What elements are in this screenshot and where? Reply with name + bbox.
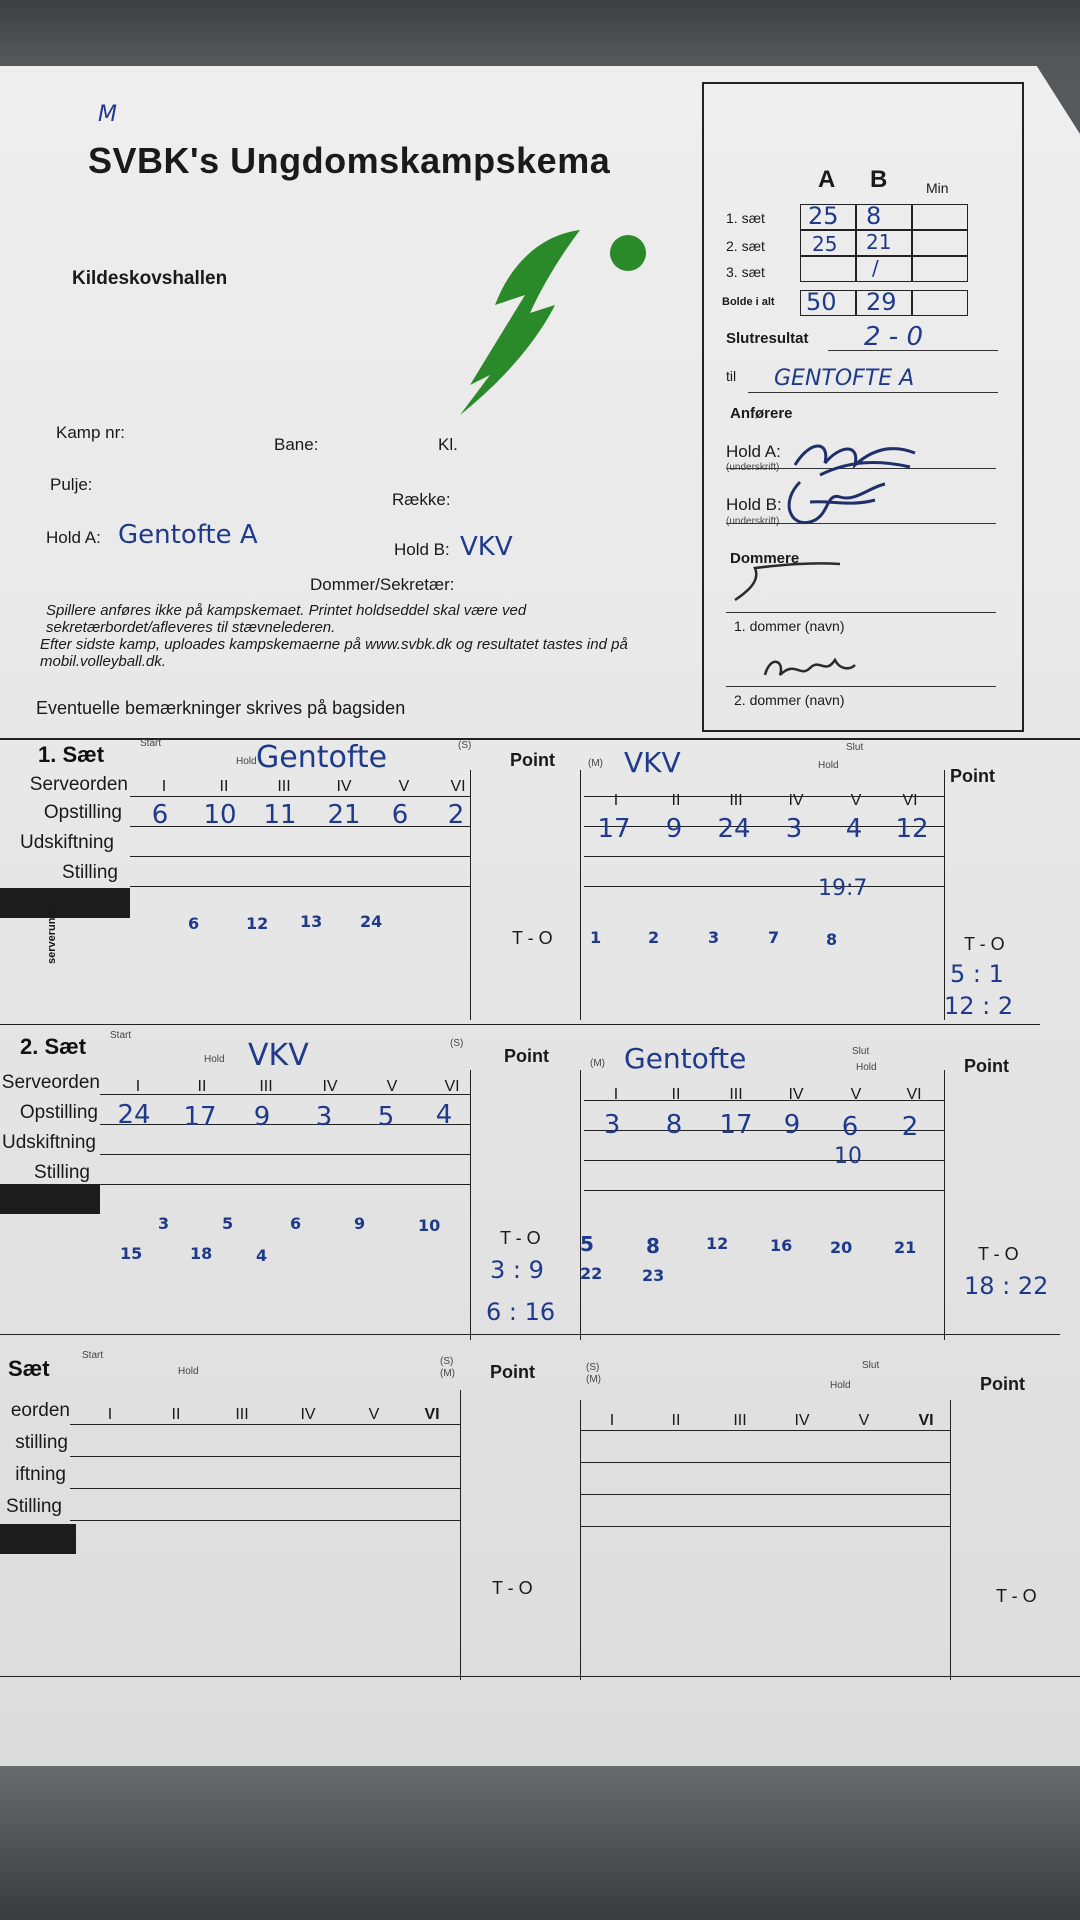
slut-label: Slut [852, 1046, 870, 1057]
lineup-value: 3 [603, 1110, 621, 1140]
referee1-line[interactable] [726, 612, 996, 613]
timeout-label: T - O [964, 934, 1005, 954]
hold-label: Hold [830, 1380, 851, 1391]
captain-b-sign-hint: (underskrift) [726, 516, 780, 527]
rotation-header: IV [336, 778, 352, 795]
lineup-value: 21 [327, 800, 361, 830]
right-team-name: Gentofte [624, 1042, 747, 1075]
m-label: (M) [440, 1368, 455, 1379]
rotation-score: 3 [708, 928, 720, 947]
rotation-score: 20 [830, 1238, 853, 1257]
til-line [748, 392, 998, 393]
rotation-header: V [368, 1406, 380, 1423]
total-min-cell[interactable] [912, 290, 968, 316]
kl-label: Kl. [438, 435, 458, 454]
rotation-header: I [613, 1086, 619, 1103]
rotation-header: II [671, 1086, 681, 1103]
set-title: Sæt [8, 1356, 50, 1381]
anforere-label: Anførere [730, 405, 793, 422]
corner-mark: M [98, 102, 117, 127]
timeout-label: T - O [978, 1244, 1019, 1264]
lineup-value: 9 [665, 814, 683, 844]
rotation-score: 24 [360, 912, 383, 931]
rotation-score: 22 [580, 1264, 603, 1283]
m-label: (M) [590, 1058, 605, 1069]
s-label: (S) [586, 1362, 600, 1373]
rotation-score: 13 [300, 912, 323, 931]
rotation-header: III [277, 778, 291, 795]
rotation-header: VI [424, 1406, 440, 1423]
set3-a-cell[interactable] [800, 256, 856, 282]
referee2-line[interactable] [726, 686, 996, 687]
set1-min-cell[interactable] [912, 204, 968, 230]
rotation-header: IV [794, 1412, 810, 1429]
stilling-label: Stilling [6, 1496, 62, 1517]
hold-label: Hold [236, 756, 257, 767]
udskiftning-label: iftning [15, 1464, 66, 1485]
rotation-header: V [850, 792, 862, 809]
rotation-header: II [197, 1078, 207, 1095]
s-label: (S) [450, 1038, 464, 1049]
right-team-name: VKV [624, 746, 681, 779]
til-value: GENTOFTE A [774, 366, 915, 391]
set2-min-cell[interactable] [912, 230, 968, 256]
set3-min-cell[interactable] [912, 256, 968, 282]
rotation-header: I [135, 1078, 141, 1095]
rotation-header: I [609, 1412, 615, 1429]
rotation-score: 5 [580, 1232, 594, 1256]
slut-label: Slut [846, 742, 864, 753]
rotation-header: VI [444, 1078, 460, 1095]
captain-a-sign-hint: (underskrift) [726, 462, 780, 473]
timeout-label: T - O [512, 928, 553, 948]
rotation-score: 12 [246, 914, 269, 933]
rotation-header: III [729, 792, 743, 809]
timeout-score: 6 : 16 [486, 1298, 556, 1326]
rotation-score: 6 [290, 1214, 302, 1233]
timeout-score: 18 : 22 [964, 1272, 1049, 1300]
rotation-score: 5 [222, 1214, 234, 1233]
rotation-header: III [729, 1086, 743, 1103]
opstilling-label: Opstilling [19, 1102, 98, 1123]
rotation-score: 10 [418, 1216, 441, 1235]
remarks-note: Eventuelle bemærkninger skrives på bagsiden [36, 698, 406, 718]
rotation-header: IV [788, 792, 804, 809]
serveorden-label: eorden [10, 1400, 70, 1421]
opstilling-label: Opstilling [43, 802, 122, 823]
rotation-header: IV [300, 1406, 316, 1423]
rotation-score: 7 [768, 928, 780, 947]
stilling-label: Stilling [62, 862, 118, 883]
referee2-signature-icon [760, 650, 860, 685]
lineup-value: 24 [117, 1100, 151, 1130]
svbk-logo-icon [450, 225, 660, 415]
lineup-value: 10 [203, 800, 237, 830]
captain-b-signature-icon [780, 472, 890, 532]
m-label: (M) [588, 758, 603, 769]
set3-b-cell[interactable] [856, 256, 912, 282]
set1-b-cell[interactable] [856, 204, 912, 230]
dommer-sekretaer-label: Dommer/Sekretær: [310, 575, 455, 594]
udskiftning-label: Udskiftning [20, 832, 114, 853]
slut-label: Slut [862, 1360, 880, 1371]
point-title: Point [504, 1046, 549, 1066]
rotation-score: 4 [256, 1246, 268, 1265]
rotation-score: 1 [590, 928, 602, 947]
hold-b-value: VKV [460, 532, 513, 562]
timeout-label: T - O [996, 1586, 1037, 1606]
pulje-label: Pulje: [50, 475, 93, 494]
point-title: Point [490, 1362, 535, 1382]
s-label: (S) [458, 740, 472, 751]
rotation-score: 2 [648, 928, 660, 947]
rotation-score: 9 [354, 1214, 366, 1233]
lineup-value: 12 [895, 814, 929, 844]
result-row-label: 1. sæt [726, 210, 765, 226]
s-label: (S) [440, 1356, 454, 1367]
rotation-header: II [671, 1412, 681, 1429]
page-title: SVBK's Ungdomskampskema [88, 140, 611, 181]
instructions-note-1: Spillere anføres ikke på kampskemaet. Printet holdseddel skal være ved sekretærbordet/afleveres til stævnelederen. [46, 602, 527, 636]
hold-a-label: Hold A: [46, 528, 101, 547]
rotation-header: IV [322, 1078, 338, 1095]
point-title: Point [964, 1056, 1009, 1076]
result-row-label: 2. sæt [726, 238, 765, 254]
rotation-score: 6 [188, 914, 200, 933]
rotation-score: 23 [642, 1266, 665, 1285]
referee1-label: 1. dommer (navn) [734, 618, 845, 634]
hold-label: Hold [856, 1062, 877, 1073]
hold-b-label: Hold B: [394, 540, 450, 559]
rotation-score: 12 [706, 1234, 729, 1253]
result-col-b: B [870, 166, 888, 193]
result-col-a: A [818, 166, 836, 193]
lineup-value: 17 [719, 1110, 753, 1140]
start-label: Start [82, 1350, 104, 1361]
set-1-section [0, 738, 1080, 1028]
left-team-name: VKV [248, 1038, 309, 1073]
rotation-score: 18 [190, 1244, 213, 1263]
hold-label: Hold [204, 1054, 225, 1065]
rotation-header: II [219, 778, 229, 795]
timeout-label: T - O [500, 1228, 541, 1248]
rotation-score: 3 [158, 1214, 170, 1233]
timeout-label: T - O [492, 1578, 533, 1598]
total-a-value: 50 [806, 288, 837, 316]
rotation-header: V [398, 778, 410, 795]
rotation-header: III [733, 1412, 747, 1429]
lineup-value: 24 [717, 814, 751, 844]
rotation-header: II [671, 792, 681, 809]
rotation-score: 21 [894, 1238, 917, 1257]
lineup-value: 5 [377, 1102, 395, 1132]
venue: Kildeskovshallen [72, 268, 228, 289]
set-3-section [0, 1340, 1080, 1680]
bane-label: Bane: [274, 435, 319, 454]
lineup-value: 6 [391, 800, 409, 830]
slutresultat-value: 2 - 0 [864, 322, 923, 352]
start-label: Start [110, 1030, 132, 1041]
point-title: Point [950, 766, 995, 786]
rotation-header: III [235, 1406, 249, 1423]
rotation-header: I [107, 1406, 113, 1423]
set2-b-value: 21 [866, 230, 892, 254]
lineup-value: 3 [315, 1102, 333, 1132]
rotation-header: V [386, 1078, 398, 1095]
serveorden-label: Serveorden [29, 774, 128, 795]
set2-a-value: 25 [812, 232, 838, 256]
lineup-value: 2 [447, 800, 465, 830]
lineup-value: 17 [183, 1102, 217, 1132]
left-team-name: Gentofte [256, 740, 388, 775]
rotation-header: VI [906, 1086, 922, 1103]
rotation-header: VI [450, 778, 466, 795]
lineup-value: 4 [435, 1100, 453, 1130]
rotation-score: 8 [826, 930, 838, 949]
rotation-header: IV [788, 1086, 804, 1103]
lineup-value: 4 [845, 814, 863, 844]
serverunde-label: serverunde [46, 904, 58, 964]
lineup-value: 3 [785, 814, 803, 844]
stilling-label: Stilling [34, 1162, 90, 1183]
raekke-label: Række: [392, 490, 451, 509]
hold-label: Hold [178, 1366, 199, 1377]
result-row-label: Bolde i alt [722, 296, 775, 308]
set-title: 1. Sæt [38, 742, 105, 767]
timeout-score: 3 : 9 [490, 1256, 544, 1284]
rotation-header: I [613, 792, 619, 809]
hold-a-value: Gentofte A [118, 520, 258, 550]
rotation-header: V [858, 1412, 870, 1429]
rotation-header: VI [918, 1412, 934, 1429]
lineup-value: 17 [597, 814, 631, 844]
captain-a-label: Hold A: [726, 442, 781, 461]
rotation-header: I [161, 778, 167, 795]
slutresultat-label: Slutresultat [726, 330, 809, 347]
dommere-label: Dommere [730, 550, 800, 567]
udskiftning-label: Udskiftning [2, 1132, 96, 1153]
result-col-min: Min [926, 180, 949, 196]
timeout-score: 12 : 2 [944, 992, 1014, 1020]
point-title: Point [980, 1374, 1025, 1394]
point-title: Point [510, 750, 555, 770]
captain-b-label: Hold B: [726, 495, 782, 514]
set3-b-value: / [872, 256, 879, 280]
substitution-value: 10 [834, 1144, 862, 1169]
referee2-label: 2. dommer (navn) [734, 692, 845, 708]
rotation-score: 8 [646, 1234, 660, 1258]
start-label: Start [140, 738, 162, 749]
lineup-value: 9 [783, 1110, 801, 1140]
referee1-signature-icon [730, 560, 850, 610]
stilling-note: 19:7 [818, 876, 868, 901]
lineup-value: 9 [253, 1102, 271, 1132]
rotation-score: 15 [120, 1244, 143, 1263]
kamp-nr-label: Kamp nr: [56, 423, 125, 442]
set-2-section [0, 1028, 1080, 1340]
hold-label: Hold [818, 760, 839, 771]
m-label: (M) [586, 1374, 601, 1385]
rotation-header: II [171, 1406, 181, 1423]
rotation-header: III [259, 1078, 273, 1095]
lineup-value: 2 [901, 1112, 919, 1142]
set1-b-value: 8 [866, 202, 882, 230]
result-row-label: 3. sæt [726, 264, 765, 280]
rotation-header: VI [902, 792, 918, 809]
til-label: til [726, 368, 737, 384]
total-b-value: 29 [866, 288, 897, 316]
rotation-header: V [850, 1086, 862, 1103]
set-title: 2. Sæt [20, 1034, 87, 1059]
lineup-value: 6 [841, 1112, 859, 1142]
lineup-value: 8 [665, 1110, 683, 1140]
lineup-value: 6 [151, 800, 169, 830]
rotation-score: 16 [770, 1236, 793, 1255]
set1-a-value: 25 [808, 202, 839, 230]
serveorden-label: Serveorden [1, 1072, 100, 1093]
timeout-score: 5 : 1 [950, 960, 1004, 988]
instructions-note-2: Efter sidste kamp, uploades kampskemaerne på www.svbk.dk og resultatet tastes ind på mobil.volleyball.dk. [40, 636, 628, 670]
opstilling-label: stilling [15, 1432, 68, 1453]
lineup-value: 11 [263, 800, 297, 830]
